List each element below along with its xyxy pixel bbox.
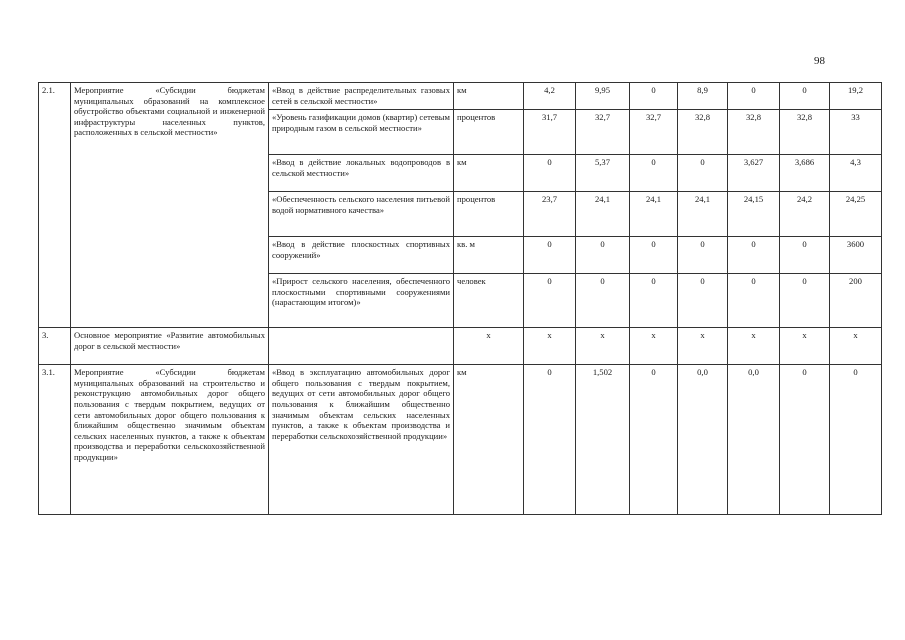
indicator-name: «Обеспеченность сельского населения питьевой водой нормативного качества» bbox=[269, 192, 454, 237]
indicator-value: 3600 bbox=[830, 237, 882, 274]
indicator-unit: процентов bbox=[454, 110, 524, 155]
indicator-value: 0 bbox=[630, 274, 678, 328]
indicator-unit: процентов bbox=[454, 192, 524, 237]
event-name: Основное мероприятие «Развитие автомобильных дорог в сельской местности» bbox=[71, 328, 269, 365]
indicator-value: 0,0 bbox=[678, 365, 728, 515]
indicator-name bbox=[269, 328, 454, 365]
indicator-value: 0 bbox=[630, 83, 678, 110]
table-row bbox=[39, 83, 882, 110]
indicator-value: 33 bbox=[830, 110, 882, 155]
indicator-name: «Уровень газификации домов (квартир) сетевым природным газом в сельской местности» bbox=[269, 110, 454, 155]
indicator-unit: км bbox=[454, 155, 524, 192]
indicator-value: 0 bbox=[780, 365, 830, 515]
indicator-name: «Ввод в действие локальных водопроводов в сельской местности» bbox=[269, 155, 454, 192]
indicator-value: х bbox=[678, 328, 728, 365]
indicator-value: 32,7 bbox=[576, 110, 630, 155]
table-body bbox=[39, 83, 882, 515]
indicator-value: 3,627 bbox=[728, 155, 780, 192]
indicator-value: 3,686 bbox=[780, 155, 830, 192]
indicator-value: 0 bbox=[576, 237, 630, 274]
indicator-name: «Ввод в эксплуатацию автомобильных дорог общего пользования с твердым покрытием, ведущих от сети автомобильных дорог общего пользования к ближайшим общественно значимым объектам сельских населенных пунктов, а также к объектам производства и переработки сельскохозяйственной продукции» bbox=[269, 365, 454, 515]
indicator-name: «Прирост сельского населения, обеспеченного плоскостными спортивными сооружениями (нарастающим итогом)» bbox=[269, 274, 454, 328]
indicator-value: 0 bbox=[630, 237, 678, 274]
indicator-value: 24,1 bbox=[678, 192, 728, 237]
indicator-value: 23,7 bbox=[524, 192, 576, 237]
indicator-unit: человек bbox=[454, 274, 524, 328]
table-row bbox=[39, 328, 882, 365]
indicator-value: 32,8 bbox=[678, 110, 728, 155]
indicator-value: 24,25 bbox=[830, 192, 882, 237]
indicator-value: 0 bbox=[524, 365, 576, 515]
indicator-value: 0 bbox=[678, 155, 728, 192]
indicator-unit: кв. м bbox=[454, 237, 524, 274]
indicator-value: 31,7 bbox=[524, 110, 576, 155]
indicator-name: «Ввод в действие распределительных газовых сетей в сельской местности» bbox=[269, 83, 454, 110]
indicator-value: 0,0 bbox=[728, 365, 780, 515]
indicator-value: 0 bbox=[576, 274, 630, 328]
indicator-value: 5,37 bbox=[576, 155, 630, 192]
indicator-value: 0 bbox=[780, 274, 830, 328]
row-number: 3.1. bbox=[39, 365, 71, 515]
event-name: Мероприятие «Субсидии бюджетам муниципальных образований на строительство и реконструкцию автомобильных дорог общего пользования с твердым покрытием, ведущих от сети автомобильных дорог общего пользования к ближайшим общественно значимым объектам сельских населенных пунктов, а также к объектам производства и переработки сельскохозяйственной продукции» bbox=[71, 365, 269, 515]
page-number: 98 bbox=[814, 55, 825, 67]
indicator-value: 32,8 bbox=[780, 110, 830, 155]
indicator-value: х bbox=[524, 328, 576, 365]
indicator-value: 4,2 bbox=[524, 83, 576, 110]
indicator-name: «Ввод в действие плоскостных спортивных сооружений» bbox=[269, 237, 454, 274]
indicator-value: 0 bbox=[524, 274, 576, 328]
indicator-value: х bbox=[830, 328, 882, 365]
table-row bbox=[39, 365, 882, 515]
indicator-value: 19,2 bbox=[830, 83, 882, 110]
indicator-unit: х bbox=[454, 328, 524, 365]
indicator-value: 8,9 bbox=[678, 83, 728, 110]
indicator-value: х bbox=[630, 328, 678, 365]
indicator-value: 24,15 bbox=[728, 192, 780, 237]
indicator-value: 24,1 bbox=[630, 192, 678, 237]
indicator-value: 0 bbox=[728, 274, 780, 328]
indicator-unit: км bbox=[454, 365, 524, 515]
indicator-value: 0 bbox=[630, 155, 678, 192]
indicator-value: 0 bbox=[524, 237, 576, 274]
indicator-value: х bbox=[780, 328, 830, 365]
indicator-value: 0 bbox=[830, 365, 882, 515]
indicator-value: 0 bbox=[728, 83, 780, 110]
indicators-table bbox=[38, 82, 882, 515]
indicator-value: 32,8 bbox=[728, 110, 780, 155]
indicator-value: 0 bbox=[524, 155, 576, 192]
indicator-value: 0 bbox=[678, 237, 728, 274]
indicator-value: 24,2 bbox=[780, 192, 830, 237]
indicator-value: 32,7 bbox=[630, 110, 678, 155]
indicator-value: 24,1 bbox=[576, 192, 630, 237]
indicator-value: 0 bbox=[678, 274, 728, 328]
event-name: Мероприятие «Субсидии бюджетам муниципальных образований на комплексное обустройство объектами социальной и инженерной инфраструктуры населенных пунктов, расположенных в сельской местности» bbox=[71, 83, 269, 328]
indicator-value: 0 bbox=[780, 237, 830, 274]
row-number: 2.1. bbox=[39, 83, 71, 328]
indicator-value: 1,502 bbox=[576, 365, 630, 515]
indicator-value: 200 bbox=[830, 274, 882, 328]
indicator-value: 4,3 bbox=[830, 155, 882, 192]
indicator-value: 0 bbox=[630, 365, 678, 515]
indicator-value: 9,95 bbox=[576, 83, 630, 110]
indicator-value: х bbox=[576, 328, 630, 365]
row-number: 3. bbox=[39, 328, 71, 365]
indicator-value: х bbox=[728, 328, 780, 365]
indicator-unit: км bbox=[454, 83, 524, 110]
indicator-value: 0 bbox=[728, 237, 780, 274]
indicator-value: 0 bbox=[780, 83, 830, 110]
